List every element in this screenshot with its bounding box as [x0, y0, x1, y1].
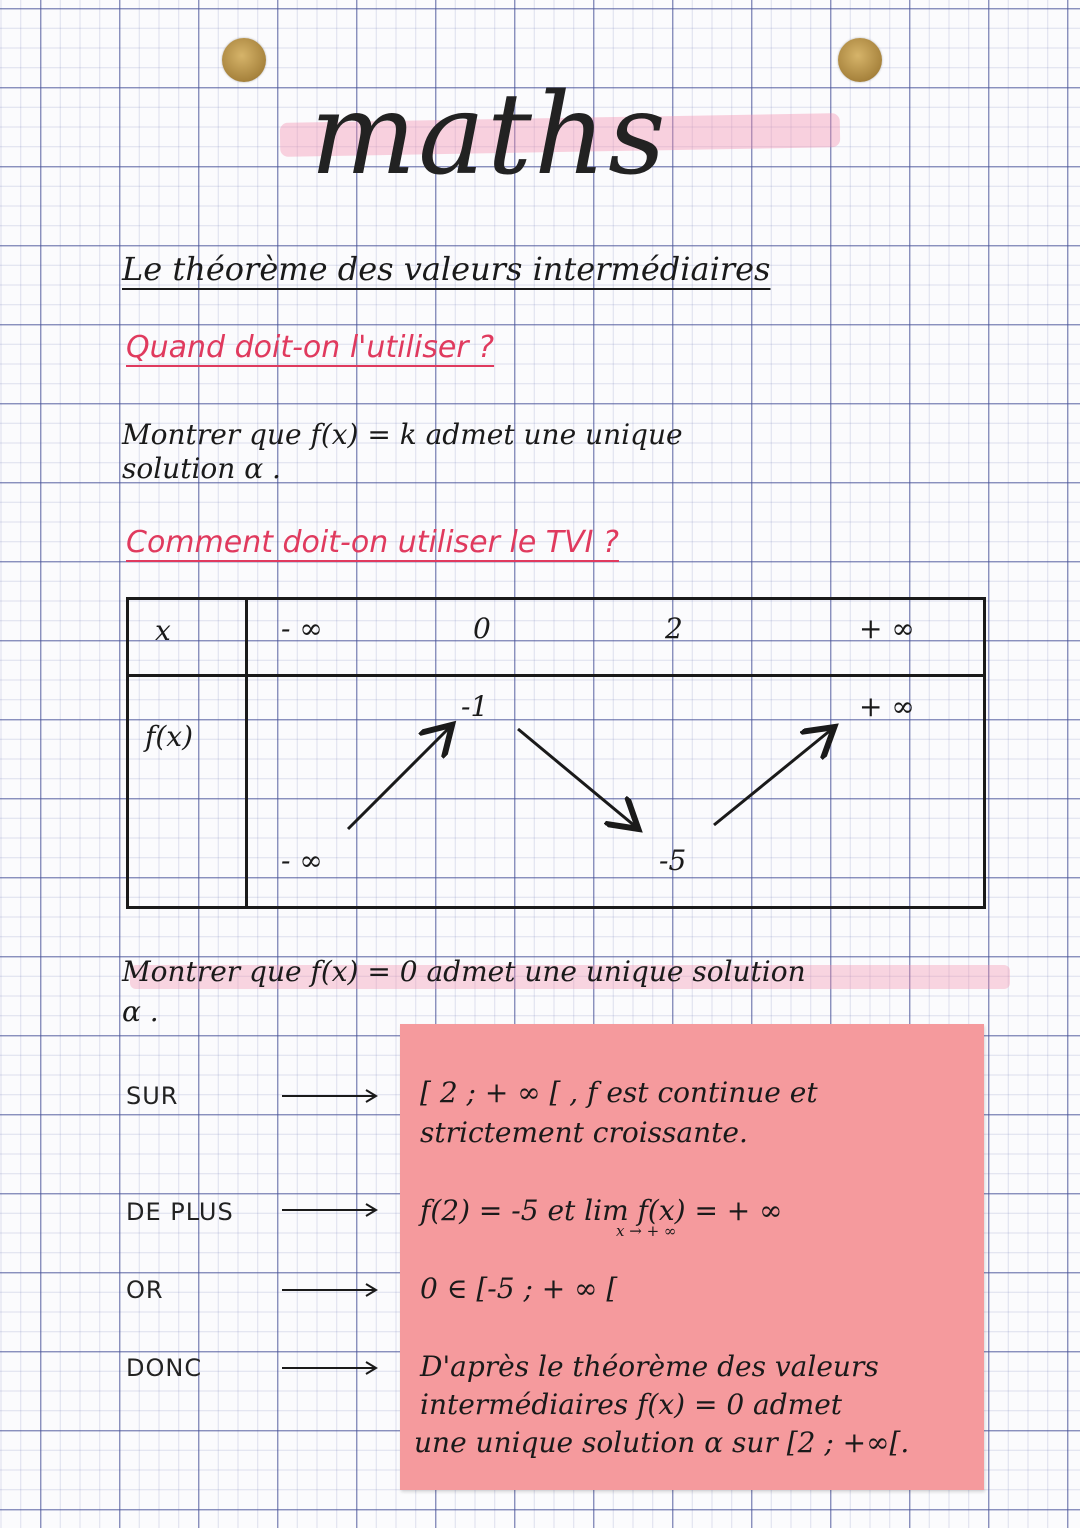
f-value-min: -5	[659, 844, 687, 877]
question-when: Quand doit-on l'utiliser ?	[126, 330, 495, 365]
task-line-1: Montrer que f(x) = 0 admet une unique solution	[122, 955, 806, 988]
title-block	[270, 60, 850, 230]
long-arrow-icon	[280, 1358, 380, 1378]
arrow-decreasing	[518, 729, 636, 827]
binder-hole-left	[222, 38, 266, 82]
step-deplus-line-1: f(2) = -5 et lim f(x) = + ∞	[420, 1194, 783, 1227]
answer-line-2: solution α .	[122, 452, 281, 485]
step-sur-line-1: [ 2 ; + ∞ [ , f est continue et	[420, 1076, 818, 1109]
step-label-deplus: DE PLUS	[126, 1198, 234, 1226]
task-line-2: α .	[122, 995, 159, 1028]
fx-label: f(x)	[145, 720, 194, 753]
x-value-plus-infinity: + ∞	[859, 612, 915, 645]
sticky-note	[400, 1024, 984, 1490]
x-value-two: 2	[665, 612, 683, 645]
x-label: x	[155, 614, 171, 647]
step-or-line-1: 0 ∈ [-5 ; + ∞ [	[420, 1272, 618, 1305]
variation-arrows	[126, 597, 986, 909]
f-value-max: -1	[461, 690, 489, 723]
step-sur-line-2: strictement croissante.	[420, 1116, 748, 1149]
x-value-zero: 0	[473, 612, 491, 645]
step-label-sur: SUR	[126, 1082, 179, 1110]
answer-line-1: Montrer que f(x) = k admet une unique	[122, 418, 683, 451]
step-donc-line-2: intermédiaires f(x) = 0 admet	[420, 1388, 843, 1421]
arrow-increasing-1	[348, 727, 450, 829]
step-deplus-limit-sub: x → + ∞	[616, 1222, 677, 1240]
f-value-end: + ∞	[859, 690, 915, 723]
step-label-or: OR	[126, 1276, 164, 1304]
long-arrow-icon	[280, 1280, 380, 1300]
page-title: maths	[310, 70, 668, 200]
variation-table	[126, 597, 986, 909]
f-value-start: - ∞	[281, 844, 323, 877]
long-arrow-icon	[280, 1200, 380, 1220]
section-heading: Le théorème des valeurs intermédiaires	[122, 250, 771, 288]
step-donc-line-3: une unique solution α sur [2 ; +∞[.	[414, 1426, 910, 1459]
question-how: Comment doit-on utiliser le TVI ?	[126, 525, 619, 560]
long-arrow-icon	[280, 1086, 380, 1106]
x-value-minus-infinity: - ∞	[281, 612, 323, 645]
step-label-donc: DONC	[126, 1354, 203, 1382]
arrow-increasing-2	[714, 729, 832, 825]
step-donc-line-1: D'après le théorème des valeurs	[420, 1350, 879, 1383]
